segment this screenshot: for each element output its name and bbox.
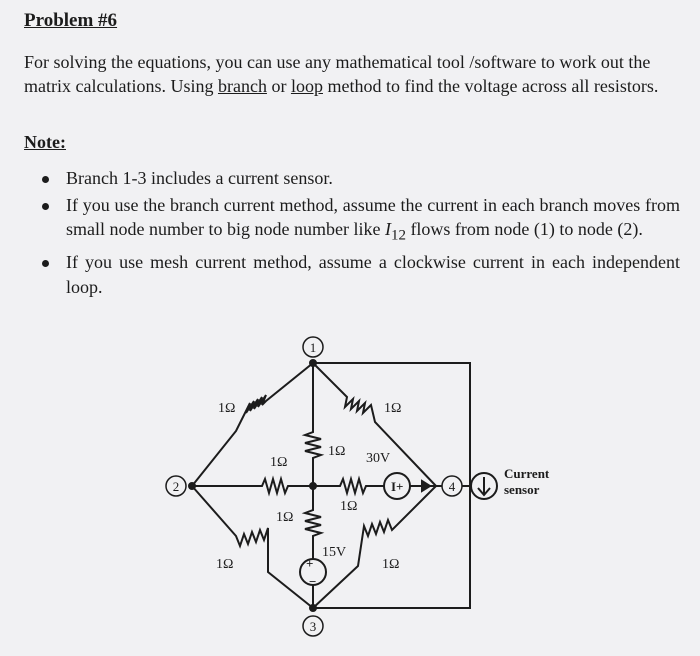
vertical-resistors [305, 363, 321, 560]
problem-title: Problem #6 [24, 10, 118, 31]
intro-loop-word: loop [290, 76, 323, 96]
junction-dot [310, 360, 316, 366]
sensor-label-line-1: Current [504, 466, 550, 481]
resistor-4-3-label: 1Ω [382, 557, 400, 572]
resistor-1-2-label: 1Ω [218, 401, 236, 416]
junction-dot [310, 605, 316, 611]
intro-or: or [266, 76, 291, 96]
resistor-2-3 [192, 486, 313, 608]
resistor-1-2 [192, 363, 313, 486]
source-15v-label: 15V [322, 545, 347, 560]
resistor-2-3-label: 1Ω [216, 557, 234, 572]
source-30v-label: 30V [366, 451, 391, 466]
vertical-lower-resistor-label: 1Ω [276, 510, 294, 525]
vertical-upper-resistor-label: 1Ω [328, 444, 346, 459]
resistor-1-4 [313, 363, 436, 486]
source-15v-minus-icon: − [309, 574, 317, 589]
note-item-3-text: If you use mesh current method, assume a clockwise current in each independent loop. [66, 252, 680, 297]
arrow-icon [422, 481, 430, 491]
intro-branch-word: branch [217, 76, 267, 96]
note-heading: Note: [24, 132, 66, 152]
note-item-2-text-b: flows from node (1) to node (2). [405, 219, 643, 239]
source-30v-polarity-icon: I+ [391, 479, 404, 494]
node-1-label: 1 [309, 340, 317, 355]
resistor-1-4-label: 1Ω [384, 401, 402, 416]
junction-dot [310, 483, 316, 489]
note-item-1-text: Branch 1-3 includes a current sensor. [66, 168, 333, 188]
sensor-label-line-2: sensor [504, 482, 540, 497]
node-3-label: 3 [309, 619, 317, 634]
current-subscript: 12 [390, 227, 406, 244]
intro-text-2: method to find the voltage across all resistors. [322, 76, 659, 96]
horizontal-right-resistor-label: 1Ω [340, 499, 358, 514]
node-2-label: 2 [172, 479, 180, 494]
node-4-label: 4 [448, 479, 456, 494]
intro-text-1: For solving the equations, you can use any mathematical tool /software to work out the matrix calculations. Using [24, 52, 651, 96]
horizontal-left-resistor-label: 1Ω [270, 455, 288, 470]
source-15v-plus-icon: + [306, 556, 314, 571]
horizontal-resistors [192, 479, 384, 493]
current-sensor-label [504, 466, 549, 498]
note-item-2-text-a: If you use the branch current method, assume the current in each branch moves from small node number to big node number like [66, 194, 680, 239]
junction-dot [189, 483, 195, 489]
current-variable: I [384, 219, 391, 239]
